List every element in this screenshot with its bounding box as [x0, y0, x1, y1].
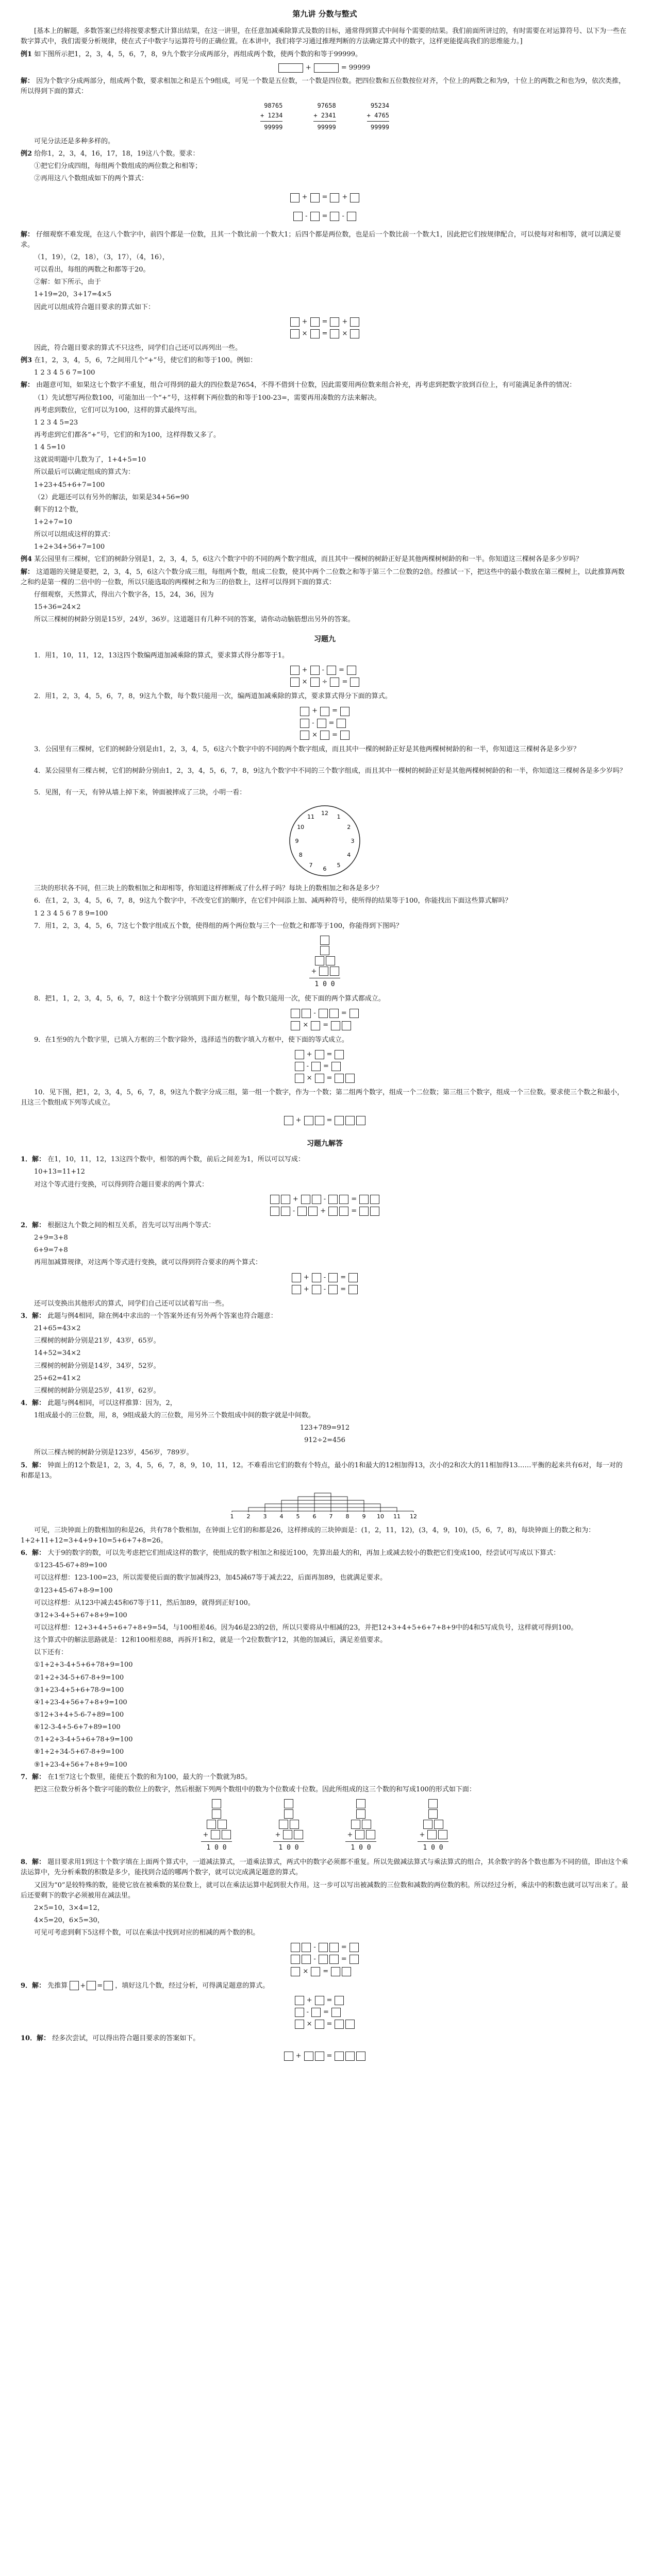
pair-number: 9 [362, 1513, 366, 1520]
example-2-label: 例2 [21, 150, 32, 158]
answer-3-line: 21+65=43×2 [34, 1325, 81, 1333]
answer-text: 先推算 [47, 1981, 68, 1990]
answer-box [293, 212, 303, 221]
exercise-2-figure: + = - = × = [21, 706, 629, 740]
answer-box [310, 193, 320, 202]
example-2-text: 给你1，2，3，4，16，17，18，19这八个数。要求： [34, 150, 199, 158]
answer-5-bracket-figure [21, 1485, 629, 1521]
vertical-sum-row: 95234 [370, 102, 390, 110]
pairing-diagram [217, 1485, 433, 1521]
example-1-label: 例1 [21, 50, 32, 58]
exercise-9: 9．在1至9的九个数字里，已填入方框的三个数字除外，选择适当的数字填入方框中，使下面的等式成立。 [34, 1036, 348, 1044]
example-4-line: 15+36=24×2 [34, 603, 81, 611]
answer-4-line: 所以三棵古树的树龄分别是123岁，456岁，789岁。 [34, 1449, 193, 1457]
clock-numeral: 1 [337, 814, 341, 821]
answer-label: 5．解： [21, 1461, 46, 1469]
answer-6-item: ⑦1+2+3-4+5+6+78+9=100 [34, 1736, 133, 1744]
answer-6-item: ①1+2+3-4+5+6+78+9=100 [34, 1661, 133, 1669]
clock-numeral: 12 [321, 810, 328, 817]
answer-8-line: 4×5=20，6×5=30， [34, 1916, 104, 1924]
answer-6-item: ④1+23-4+56+7+8+9=100 [34, 1698, 127, 1706]
example-1-equation [21, 63, 629, 73]
example-1 [21, 49, 629, 60]
vertical-sum-3 [367, 101, 389, 132]
example-3-calc: 1 2 3 4 5=23 [34, 418, 78, 427]
answer-5-line: 可见，三块钟面上的数相加的和是26，共有78个数相加，在钟面上它们的和都是26，这样摔成的三块钟面是：(1，2，11，12)，(3，4，9，10)，(5，6，7，8)，每块钟面上的数之和为：1+2+11+12=3+4+9+10=5+6+7+8=26。 [21, 1526, 595, 1545]
vertical-sum-row: + 4765 [367, 111, 390, 119]
answer-2-note: 再用加减算规律，对这两个等式进行变换，就可以得到符合要求的两个算式： [34, 1259, 262, 1267]
answer-1 [21, 1155, 629, 1165]
answer-text: 此题与例4相同，可以这样推算：因为，2， [47, 1399, 177, 1407]
exercise-item: 1．用1，10，11，12，13这四个数编两道加减乘除的算式，要求算式得分都等于1。 [34, 651, 289, 659]
example-2-pairs: （1，19），（2，18），（3，17），（4，16）， [34, 253, 169, 261]
example-3-solution [21, 380, 629, 391]
answer-text: 在1，10，11，12，13这四个数中，相邻的两个数，前后之间差为1，所以可以写成： [47, 1156, 305, 1164]
answer-4 [21, 1398, 629, 1409]
answer-6-item: ⑤12+3+4+5-6-7+89=100 [34, 1711, 124, 1719]
pair-number: 3 [263, 1513, 267, 1520]
exercise-title: 习题九 [314, 635, 336, 644]
clock-numeral: 11 [307, 814, 314, 821]
clock-numeral: 5 [337, 862, 341, 869]
answer-2-eq: 2+9=3+8 [34, 1234, 68, 1242]
sum-line [260, 121, 282, 122]
example-2-line: 因此可以组成符合题目要求的算式如下： [34, 303, 155, 311]
answer-text: 大于9的数字的数，可以先考虑把它们组成这样的数字，使组成的数字相加之和接近100，先算出最大的和，再加上或减去较小的数把它们变成100，经尝试可写成以下算式： [47, 1549, 560, 1557]
answer-label: 6．解： [21, 1549, 46, 1557]
answer-box [70, 1981, 79, 1990]
example-3-line: 这就说明题中几数为了，1+4+5=10 [34, 456, 146, 464]
vertical-sum-row: 99999 [264, 124, 283, 131]
example-2-line: ②解：如下所示，由于 [34, 278, 102, 286]
example-2-item: ①把它们分成四组，每组两个数组成的两位数之和相等； [34, 162, 202, 171]
example-3-line: 所以最后可以确定组成的算式为： [34, 468, 135, 477]
answer-box [330, 212, 339, 221]
exercise-item: 5．见图，有一天，有钟从墙上掉下来，钟面被摔成了三块，小明一看： [34, 789, 246, 797]
sum-line [367, 121, 389, 122]
pair-bracket [281, 1500, 364, 1512]
vertical-sum-row: + 2341 [313, 111, 336, 119]
answer-3-line: 三棵树的树龄分别是14岁，34岁，52岁。 [34, 1362, 160, 1370]
answer-box [310, 212, 320, 221]
pair-bracket [232, 1511, 413, 1512]
example-3-line: （2）此题还可以有另外的解法，如果是34+56=90 [34, 493, 189, 501]
answer-8-line: 又因为“0”是较特殊的数，能使它放在被乘数的某位数上，就可以在乘法运算中起到很大作用。这一步可以写出被减数的三位数和减数的两位数的积。所以经过分析，乘法中的积数也就可以写出来了。最后还要剩下的数字必须被用在减法里。 [21, 1881, 628, 1900]
vertical-sum-row: 97658 [317, 102, 336, 110]
answer-text: 钟面上的12个数是1，2，3，4，5，6，7，8，9，10，11，12。不难看出它们的数有个特点，最小的1和最大的12相加得13，次小的2和次大的11相加得13……平衡的起来共有6对，每一对的和都是13。 [21, 1461, 623, 1480]
answer-6-line: 可以这样想：从123中减去45和67等于11，然后加89，就得到正好100。 [34, 1599, 255, 1607]
clock-numeral: 7 [309, 862, 313, 869]
exercise-item: 4．某公园里有三棵古树，它们的树龄分别由1，2，3，4，5，6，7，8，9这九个数字中不同的三个数字组成，而且其中一棵树的树龄正好是其他两棵树树龄的和一半，你知道这三棵树各是多少岁吗？ [34, 767, 626, 775]
solution-label: 解： [21, 568, 35, 576]
pair-number: 8 [345, 1513, 350, 1520]
example-4-solution [21, 567, 629, 588]
example-2-line: 1+19=20，3+17=4×5 [34, 291, 112, 299]
exercise-7: 7．用1，2，3，4，5，6，7这七个数字组成五个数，使得组的两个两位数与三个一位数之和都等于100，你能得到下图吗？ [34, 922, 403, 930]
example-3-line: （1）先试想写两位数100，可能加出一个“+”号，这样剩下两位数的和等于100-23=，需要再用凑数的方法来解决。 [34, 394, 381, 402]
answer-6-line: 这个算式中的解法思路就是：12和100相差88，再拆开1和2，就是一个2位数数字12，其他的加减后，满足差值要求。 [34, 1636, 387, 1645]
answer-box [347, 212, 356, 221]
exercise-10: 10．见下图，把1，2，3，4，5，6，7，8，9这九个数字分成三组，第一组一个数字，作为一个数；第二组两个数字，组成一个二位数；第三组三个数字，组成一个三位数。要求使三个数之和最小，且这三个数组成下列等式成立。 [21, 1089, 624, 1107]
exercise-5-cont: 三块的形状各不同，但三块上的数相加之和却相等，你知道这样摔断成了什么样子吗？每块上的数相加之和各是多少？ [34, 885, 383, 893]
answer-3-line: 14+52=34×2 [34, 1349, 81, 1358]
answer-3-line: 三棵树的树龄分别是21岁，43岁，65岁。 [34, 1337, 160, 1345]
answer-8-line: 2×5=10，3×4=12， [34, 1904, 104, 1912]
page-title: 第九讲 分数与整式 [292, 9, 357, 19]
example-2-answer-figure: + = + × = × [21, 317, 629, 339]
exercise-8-figure: - = × = [21, 1008, 629, 1030]
answer-text: 此题与例4相同，除在例4中求出的一个答案外还有另外两个答案也符合题意： [47, 1312, 277, 1320]
answer-3-line: 三棵树的树龄分别是25岁，41岁，62岁。 [34, 1386, 160, 1395]
example-3-line: 所以可以组成这样的算式： [34, 531, 115, 539]
answer-box [350, 193, 359, 202]
pair-number: 10 [377, 1513, 384, 1520]
answer-10-figure: + = [21, 2048, 629, 2064]
answer-6-item: ⑥12-3-4+5-6+7+89=100 [34, 1723, 121, 1732]
solution-text: 因为个数字分成两部分，组成两个数，要求相加之和是五个9组成，可见一个数是五位数，一个数是四位数。把四位数和五位数按位对齐，个位上的两数之和为9，十位上的两数之和也为9，依次类推，所以得到下面的算式： [21, 77, 625, 95]
answer-text: 在1至7这七个数里，能使五个数的和为100，最大的一个数就为85。 [47, 1773, 252, 1781]
solution-text: 这道题的关键是要把，2，3，4，5，6这六个数分成三组，每组两个数，组成二位数，使其中两个二位数之和等于第三个二位数的2倍。经推试一下，把这些中的最小数放在第三棵树上，以此推算两数之和约是第一棵的二倍中的一位数，所以只能选取的两棵树之和为三的倍数上，这样可以得到下面的算式： [21, 568, 625, 586]
answer-7-sum: 1 0 0 [351, 1844, 371, 1852]
answer-label: 7．解： [21, 1773, 46, 1781]
solution-text: 由题意可知，如果这七个数字不重复，组合可得到的最大的四位数是7654，不得不借到十位数，因此需要用两位数来组合补充，再考虑到把数字放到百位上，有可能满足条件的情况： [36, 381, 576, 389]
vertical-sum-row: 98765 [264, 102, 283, 110]
answer-6-line: 可以这样想：123-100=23，所以需要使后面的数字加减得23，加45减67等于减去22，后面再加89，也就满足要求。 [34, 1574, 387, 1582]
answer-8-line: 可见可考虑到剩下5这样个数，可以在乘法中找到对应的相减的两个数的积。 [34, 1929, 260, 1937]
answer-label: 1．解： [21, 1156, 46, 1164]
answer-text: 题目要求用1到这十个数字填在上面两个算式中，一道减法算式，一道乘法算式，两式中的数字必须都不重复。所以先做减法算式与乘法算式的组合，其余数字的各个数也都为不同的值，即由这个乘法运算中，先分析乘数的积数是多少，能找到合适的哪两个数字，就可以完成满足题意的算式。 [21, 1858, 628, 1877]
solution-label: 解： [21, 77, 35, 85]
document-page [21, 5, 629, 2069]
exercise-7-figure: + 1 0 0 [21, 936, 629, 990]
answer-label: 3．解： [21, 1312, 46, 1320]
answer-box [330, 193, 339, 202]
answer-8-figure: - = - = × = [21, 1942, 629, 1976]
pair-bracket [314, 1493, 331, 1512]
pair-number: 1 [230, 1513, 234, 1520]
answer-3 [21, 1311, 629, 1321]
answer-8 [21, 1857, 629, 1878]
pair-bracket [248, 1507, 397, 1512]
clock-figure [21, 802, 629, 879]
example-4-label: 例4 [21, 555, 32, 564]
example-1-vertical-sums [21, 101, 629, 132]
example-2-box-equation: + = + [21, 192, 629, 202]
pair-number: 12 [410, 1513, 417, 1520]
vertical-sum-2 [313, 101, 336, 132]
answer-7-line: 把这三位数分析各个数字可能的数位上的数字，然后根据下列两个数组中的数为个位数或十位数。因此所组成的这三个数的和写成100的形式如下面： [34, 1785, 476, 1793]
clock-numeral: 4 [347, 852, 351, 859]
exercise-7-sum: 1 0 0 [314, 980, 335, 989]
example-3-calc: 1 4 5=10 [34, 444, 65, 452]
answer-6-item: ⑧1+2+34-5+67-8+9=100 [34, 1748, 124, 1756]
example-2-box-equation: - = - [21, 211, 629, 222]
pair-number: 4 [279, 1513, 284, 1520]
example-4-line: 所以三棵树的树龄分别是15岁，24岁，36岁。这道题目有几种不同的答案，请你动动脑筋想出另外的答案。 [34, 616, 355, 624]
clock-numeral: 6 [323, 866, 327, 873]
answer-text: 经多次尝试，可以得出符合题目要求的答案如下。 [52, 2035, 200, 2043]
answer-box [314, 63, 339, 73]
intro-paragraph: [基本上的解题，多数答案已经将按要求整式计算出结果，在这一讲里，在任意加减乘除算式及数的目标，通常得到算式中间每个需要的结果。我们前面所讲过的，有时需要在对运算符号、以下为一些在数字算式中，我们需要分析规律，使在式子中数字与运算符号的正确位置。在本讲中，我们将学习通过推理判断的方法确定算式中的数字，这样更能提高我们的思维能力。] [21, 27, 627, 46]
clock-numeral: 8 [298, 852, 303, 859]
example-3-calc: 1+23+45+6+7=100 [34, 481, 105, 489]
pair-number: 11 [393, 1513, 401, 1520]
exercise-8: 8．把1，1，2，3，4，5，6，7，8这十个数字分别填到下面方框里，每个数只能用一次，使下面的两个算式都成立。 [34, 995, 385, 1003]
answer-6-line: 可以这样想：12+3+4+5+6+7+8+9=54，与100相差46。因为46是23的2倍，所以只要将从中相减的23，并把12+3+4+5+6+7+8+9中的4和5写成负号，这样就可得到100。 [34, 1624, 578, 1632]
example-3 [21, 355, 629, 366]
example-3-calc: 1+2+7=10 [34, 518, 73, 526]
example-4-text: 某公园里有三棵树，它们的树龄分别是1，2，3，4，5，6这六个数字中的不同的两个数字组成，而且其中一棵树的树龄正好是其他两棵树树龄的和一半。你知道这三棵树各是多少岁吗？ [34, 555, 583, 564]
answer-box [290, 193, 299, 202]
answer-box [278, 63, 303, 73]
example-2-line: 可以看出，每组的两数之和都等于20。 [34, 266, 150, 274]
solution-label: 解： [21, 230, 35, 239]
clock-numeral: 9 [295, 838, 299, 845]
answer-label: 4．解： [21, 1399, 46, 1407]
answer-box [87, 1981, 96, 1990]
exercise-9-figure: + = - = × = [21, 1049, 629, 1083]
answer-2 [21, 1221, 629, 1231]
vertical-sum-row: 99999 [370, 124, 390, 131]
pair-number: 6 [312, 1513, 317, 1520]
exercise-item: 3．公园里有三棵树，它们的树龄分别是由1，2，3，4，5，6这六个数字中的不同的两个数字组成，而且其中一棵的树龄正好是其他两棵树树龄的和一半，你知道这三棵树各是多少岁？ [34, 745, 580, 753]
answer-1-figure: + - = - + = [21, 1194, 629, 1216]
example-1-equals: = 99999 [341, 63, 371, 72]
vertical-sum-row: 99999 [317, 124, 336, 131]
pair-number: 2 [246, 1513, 251, 1520]
example-4 [21, 554, 629, 565]
answer-4-line: 912÷2=456 [304, 1436, 345, 1445]
answer-label: 10．解： [21, 2035, 51, 2043]
pair-number: 5 [296, 1513, 300, 1520]
answer-label: 2．解： [21, 1221, 46, 1229]
answer-6-line: ①123-45-67+89=100 [34, 1562, 107, 1570]
example-2-solution [21, 230, 629, 250]
answer-10 [21, 2033, 629, 2044]
answer-text: ，填好这几个数，经过分析，可得满足题意的算式。 [115, 1981, 270, 1990]
answer-label: 9．解： [21, 1981, 46, 1990]
exercise-10-figure: + = [21, 1112, 629, 1129]
answer-4-line: 123+789=912 [299, 1424, 350, 1432]
answer-label: 8．解： [21, 1858, 46, 1867]
example-3-line: 再考虑到数位，它们可以为100，这样的算式最终写出。 [34, 406, 201, 414]
pair-bracket [298, 1497, 347, 1512]
answer-7-figures: + 1 0 0 + 1 0 0 + 1 0 0 + 1 0 0 [21, 1799, 629, 1853]
answer-1-note: 对这个等式进行变换，可以得到符合题目要求的两个算式： [34, 1180, 209, 1189]
example-1-note: 可见分法还是多种多样的。 [34, 137, 115, 145]
answer-6 [21, 1548, 629, 1558]
answer-2-figure: + - = + - = [21, 1273, 629, 1295]
answer-6-item: ⑨1+23-4+56+7+8+9=100 [34, 1760, 127, 1769]
answer-title: 习题九解答 [307, 1139, 343, 1148]
example-2 [21, 149, 629, 159]
exercise-6-seq: 1 2 3 4 5 6 7 8 9=100 [34, 909, 108, 918]
example-1-solution [21, 76, 629, 97]
exercise-item: 2．用1，2，3，4，5，6，7，8，9这九个数，每个数只能用一次，编两道加减乘除的算式，要求算式得分下面的算式。 [34, 692, 392, 701]
answer-box [104, 1981, 113, 1990]
clock-numeral: 2 [347, 824, 351, 831]
answer-2-eq: 6+9=7+8 [34, 1246, 68, 1255]
answer-7 [21, 1772, 629, 1783]
answer-6-item: ③1+23-4+5+6+78-9=100 [34, 1686, 124, 1694]
example-3-text: 在1，2，3，4，5，6，7之间用几个“+”号，使它们的和等于100。例如： [34, 357, 257, 365]
example-3-line: 剩下的12个数， [34, 505, 83, 514]
answer-9: 9．解： 先推算 + = ，填好这几个数，经过分析，可得满足题意的算式。 [21, 1981, 270, 1990]
answer-6-item: ②1+2+34-5+67-8+9=100 [34, 1673, 124, 1682]
answer-6-line: ③12+3-4+5+67+8+9=100 [34, 1611, 127, 1619]
answer-7-sum: 1 0 0 [206, 1844, 227, 1852]
plus-sign: + [305, 63, 311, 72]
example-3-line: 再考虑到它们都各“+”号，它们的和为100，这样得数又多了。 [34, 431, 220, 439]
example-4-line: 仔细观察，天然算式，得出六个数字各，15，24，36，因为 [34, 590, 214, 599]
answer-5 [21, 1461, 629, 1481]
exercise-1-figure: + - = × ÷ = [21, 665, 629, 687]
exercise-6: 6．在1，2，3，4，5，6，7，8，9这九个数字中，不改变它们的顺序，在它们中间添上加、减两种符号，使所得的结果等于100，你能找出下面这些算式解吗？ [34, 897, 512, 905]
answer-2-extra: 还可以变换出其他形式的算式，同学们自己还可以试着写出一些。 [34, 1299, 229, 1308]
pair-number: 7 [329, 1513, 333, 1520]
answer-4-line: 1组成最小的三位数，用，8，9组成最大的三位数，用另外三个数组成中间的数字就是中间数。 [34, 1412, 315, 1420]
clock-face [286, 802, 363, 879]
answer-3-line: 25+62=41×2 [34, 1374, 81, 1382]
example-3-seq: 1 2 3 4 5 6 7=100 [34, 369, 95, 377]
example-3-label: 例3 [21, 357, 32, 365]
example-1-text: 如下图所示把1，2，3，4，5，6，7，8，9九个数字分成两部分，再组成两个数，使两个数的和等于99999。 [34, 50, 362, 58]
answer-6-line: 以下还有： [34, 1649, 68, 1657]
answer-9-figure: + = - = × = [21, 1995, 629, 2029]
answer-text: 根据这九个数之间的相互关系，首先可以写出两个等式： [47, 1221, 215, 1229]
example-2-item: ②再用这八个数组成如下的两个算式： [34, 175, 148, 183]
solution-label: 解： [21, 381, 35, 389]
sum-line [313, 121, 336, 122]
answer-7-sum: 1 0 0 [278, 1844, 299, 1852]
vertical-sum-row: + 1234 [260, 111, 283, 119]
example-2-end: 因此，符合题目要求的算式不只这些，同学们自己还可以再列出一些。 [34, 344, 242, 352]
example-3-calc: 1+2+34+56+7=100 [34, 543, 105, 551]
answer-7-sum: 1 0 0 [423, 1844, 443, 1852]
answer-6-line: ②123+45-67+8-9=100 [34, 1586, 113, 1595]
solution-text: 仔细观察不难发现，在这八个数字中，前四个都是一位数，且其一个数比前一个数大1；后四个都是两位数，也是后一个数比前一个数大1，因此把它们按规律配合，可以使每对和相等，就可以满足要求。 [21, 230, 621, 249]
clock-numeral: 10 [297, 824, 305, 831]
clock-numeral: 3 [351, 838, 355, 845]
vertical-sum-1 [260, 101, 282, 132]
answer-1-eq: 10+13=11+12 [34, 1168, 85, 1176]
